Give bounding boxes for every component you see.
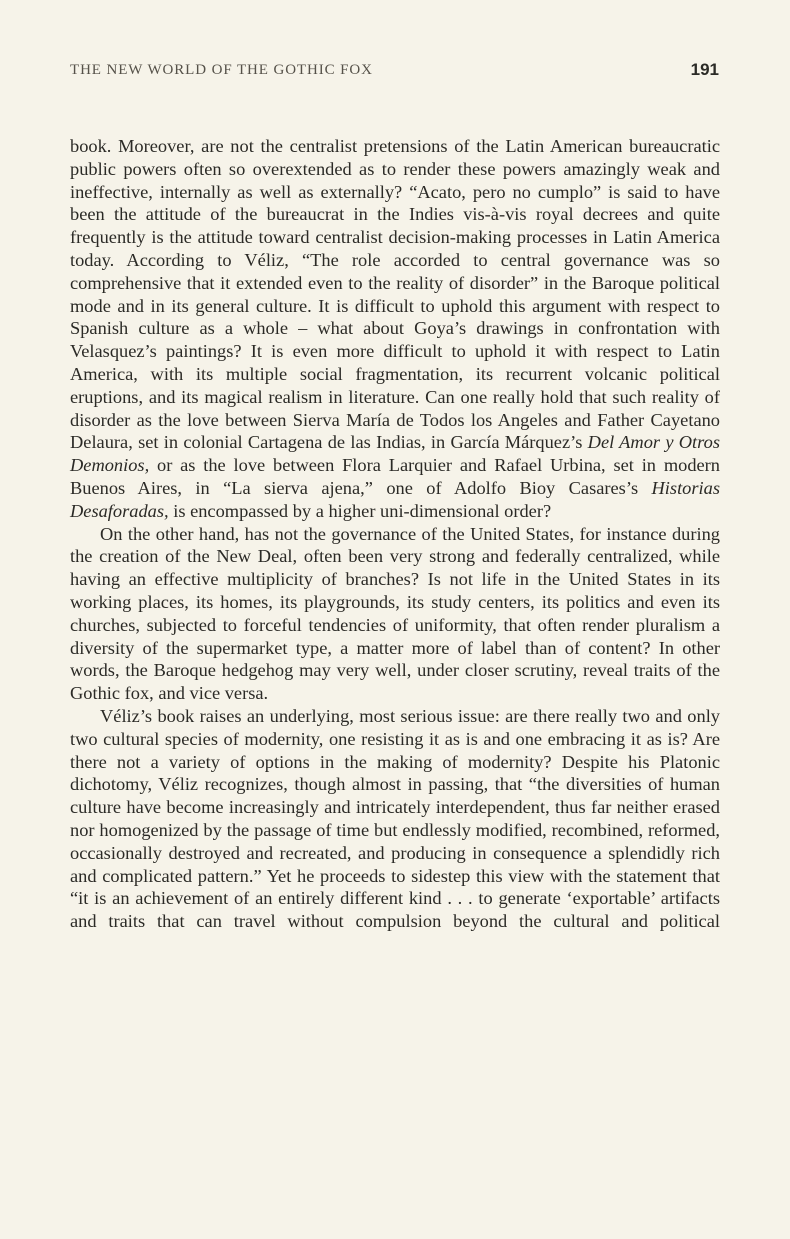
running-title: THE NEW WORLD OF THE GOTHIC FOX xyxy=(70,62,373,78)
page-number: 191 xyxy=(690,60,719,79)
paragraph-text: book. Moreover, are not the centralist pretensions of the Latin American bureaucratic public powers often so overextended as to render these powers amazingly weak and ineffective, internally as well as externally? “Acato, pero no cumplo” is said to have been the attitude of the bureaucrat in the Indies vis-à-vis royal decrees and quite frequently is the attitude toward centralist decision-making processes in Latin America today. According to Véliz, “The role accorded to central governance was so comprehensive that it extended even to the reality of disorder” in the Baroque political mode and in its general culture. It is difficult to uphold this argument with respect to Spanish culture as a whole – what about Goya’s drawings in confrontation with Velasquez’s paintings? It is even more difficult to uphold it with respect to Latin America, with its multiple social fragmentation, its recurrent volcanic political eruptions, and its magical realism in literature. Can one really hold that such reality of disorder as the love between Sierva María de Todos los Angeles and Father Cayetano Delaura, set in colonial Cartagena de las Indias, in García Márquez’s xyxy=(70,136,720,453)
paragraph-2 xyxy=(70,523,720,705)
paragraph-text: On the other hand, has not the governance of the United States, for instance during the creation of the New Deal, often been very strong and federally centralized, while having an effective multiplicity of branches? Is not life in the United States in its working places, its homes, its playgrounds, its study centers, its politics and even its churches, subjected to forceful tendencies of uniformity, that often render pluralism a diversity of the supermarket type, a matter more of label than of content? In other words, the Baroque hedgehog may very well, under closer scrutiny, reveal traits of the Gothic fox, and vice versa. xyxy=(70,523,720,704)
running-head xyxy=(70,62,720,86)
book-title-italic: Del Amor y Otros Demonios, xyxy=(70,432,720,476)
paragraph-3 xyxy=(70,705,720,933)
body-text xyxy=(70,135,720,933)
paragraph-text: is encompassed by a higher uni-dimensional order? xyxy=(168,500,552,521)
paragraph-text: Véliz’s book raises an underlying, most serious issue: are there really two and only two cultural species of modernity, one resisting it as is and one embracing it as is? Are there not a variety of options in the making of modernity? Despite his Platonic dichotomy, Véliz recognizes, though almost in passing, that “the diversities of human culture have become increasingly and intricately interdependent, thus far neither erased nor homogenized by the passage of time but endlessly modified, recombined, reformed, occasionally destroyed and recreated, and producing in consequence a splendidly rich and complicated pattern.” Yet he proceeds to sidestep this view with the statement that “it is an achievement of an entirely different kind . . . to generate ‘exportable’ artifacts and traits that can travel without compulsion beyond the cultural and political xyxy=(70,705,720,932)
paragraph-text: or as the love between Flora Larquier and Rafael Urbina, set in modern Buenos Aires, in “La sierva ajena,” one of Adolfo Bioy Casares’s xyxy=(70,455,720,498)
book-title-italic: Historias Desaforadas, xyxy=(70,477,720,521)
paragraph-1 xyxy=(70,135,720,523)
